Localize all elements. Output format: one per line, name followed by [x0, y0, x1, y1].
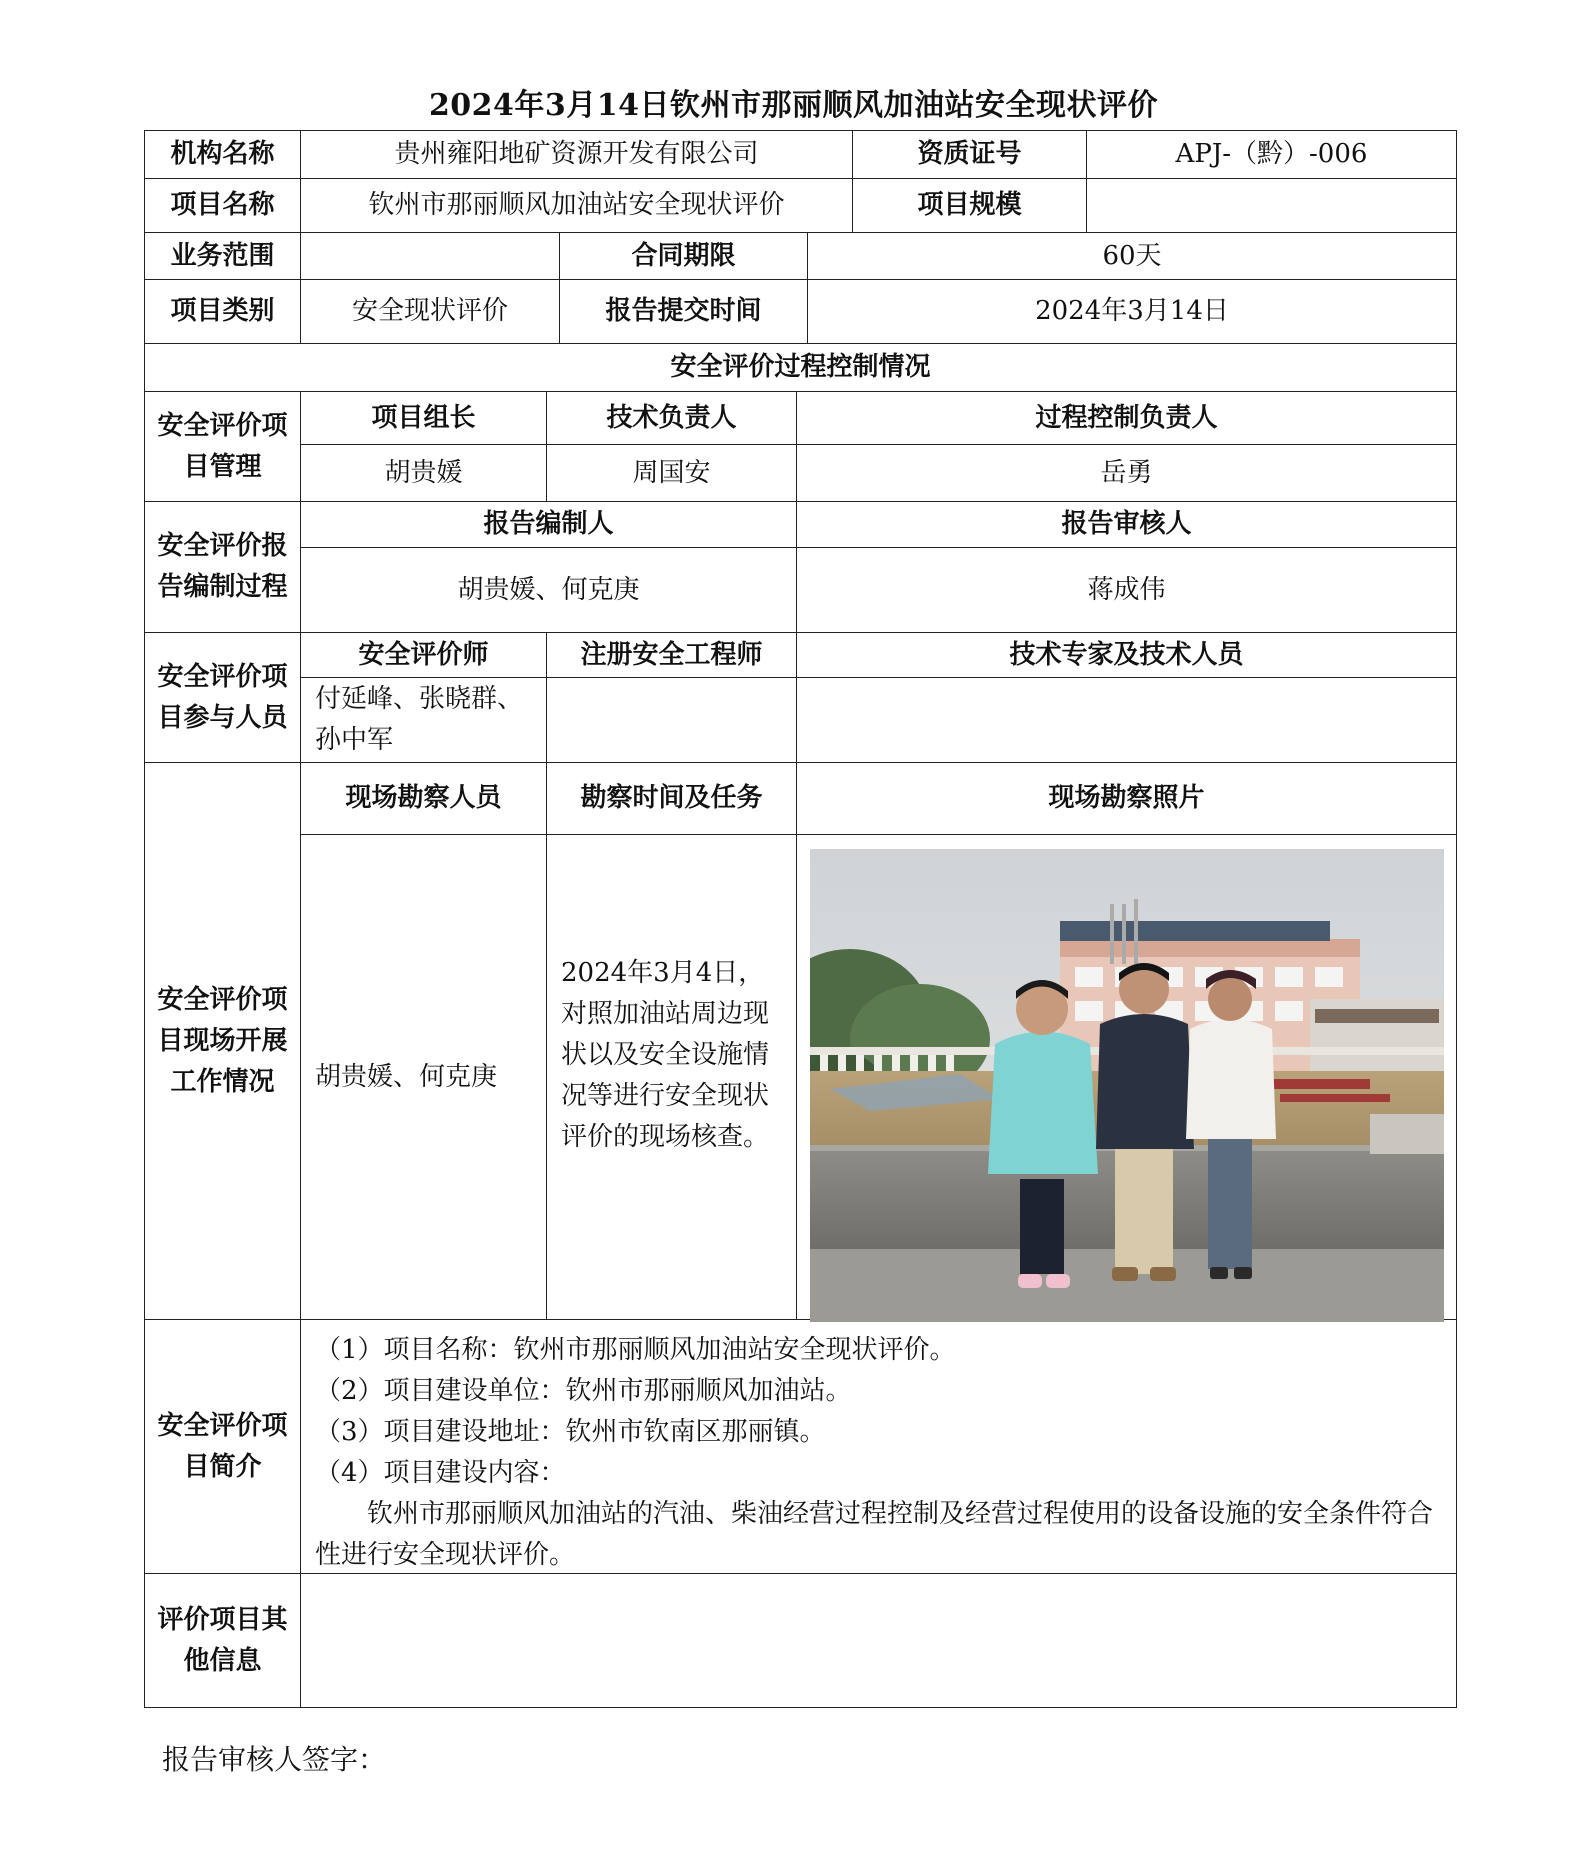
report-reviewer-value: 蒋成伟: [796, 547, 1457, 633]
expert-value: [796, 677, 1457, 763]
project-scale-value: [1086, 178, 1457, 233]
team-leader-value: 胡贵媛: [300, 444, 547, 502]
document-title: 2024年3月14日钦州市那丽顺风加油站安全现状评价: [428, 88, 1159, 123]
project-type-label: 项目类别: [144, 279, 301, 344]
contract-term-value: 60天: [807, 232, 1457, 280]
submit-time-value: 2024年3月14日: [807, 279, 1457, 344]
contract-term-label: 合同期限: [559, 232, 808, 280]
summary-line-3: （3）项目建设地址：钦州市钦南区那丽镇。: [315, 1417, 826, 1447]
project-name-label: 项目名称: [144, 178, 301, 233]
evaluator-label: 安全评价师: [300, 632, 547, 678]
site-task-label: 勘察时间及任务: [546, 762, 797, 835]
summary-label: 安全评价项目简介: [144, 1319, 301, 1574]
summary-line-4: （4）项目建设内容：: [315, 1458, 566, 1488]
evaluator-value: 付延峰、张晓群、孙中军: [300, 677, 547, 763]
summary-line-1: （1）项目名称：钦州市那丽顺风加油站安全现状评价。: [315, 1335, 956, 1365]
other-info-label: 评价项目其他信息: [144, 1573, 301, 1708]
summary-line-2: （2）项目建设单位：钦州市那丽顺风加油站。: [315, 1376, 852, 1406]
project-name-value: 钦州市那丽顺风加油站安全现状评价: [300, 178, 853, 233]
process-header: 安全评价过程控制情况: [144, 343, 1457, 392]
report-process-label: 安全评价报告编制过程: [144, 501, 301, 633]
project-scale-label: 项目规模: [852, 178, 1087, 233]
engineer-value: [546, 677, 797, 763]
summary-line-5: 钦州市那丽顺风加油站的汽油、柴油经营过程控制及经营过程使用的设备设施的安全条件符合性进行安全现状评价。: [315, 1499, 1434, 1570]
process-control-value: 岳勇: [796, 444, 1457, 502]
process-control-label: 过程控制负责人: [796, 391, 1457, 445]
reviewer-signature-label: 报告审核人签字：: [162, 1743, 387, 1776]
participants-label: 安全评价项目参与人员: [144, 632, 301, 763]
tech-lead-value: 周国安: [546, 444, 797, 502]
cert-value: APJ-（黔）-006: [1086, 130, 1457, 179]
submit-time-label: 报告提交时间: [559, 279, 808, 344]
other-info-value: [300, 1573, 1457, 1708]
site-work-label: 安全评价项目现场开展工作情况: [144, 762, 301, 1320]
management-label: 安全评价项目管理: [144, 391, 301, 502]
project-type-value: 安全现状评价: [300, 279, 560, 344]
org-label: 机构名称: [144, 130, 301, 179]
site-staff-value: 胡贵媛、何克庚: [300, 834, 547, 1320]
report-author-label: 报告编制人: [300, 501, 797, 548]
scope-value: [300, 232, 560, 280]
team-leader-label: 项目组长: [300, 391, 547, 445]
cert-label: 资质证号: [852, 130, 1087, 179]
site-task-value: 2024年3月4日，对照加油站周边现状以及安全设施情况等进行安全现状评价的现场核查。: [546, 834, 797, 1320]
site-photo-label: 现场勘察照片: [796, 762, 1457, 835]
report-author-value: 胡贵媛、何克庚: [300, 547, 797, 633]
site-survey-photo: [810, 849, 1444, 1322]
report-reviewer-label: 报告审核人: [796, 501, 1457, 548]
expert-label: 技术专家及技术人员: [796, 632, 1457, 678]
site-staff-label: 现场勘察人员: [300, 762, 547, 835]
engineer-label: 注册安全工程师: [546, 632, 797, 678]
scope-label: 业务范围: [144, 232, 301, 280]
summary-content: [300, 1319, 1457, 1574]
tech-lead-label: 技术负责人: [546, 391, 797, 445]
org-value: 贵州雍阳地矿资源开发有限公司: [300, 130, 853, 179]
